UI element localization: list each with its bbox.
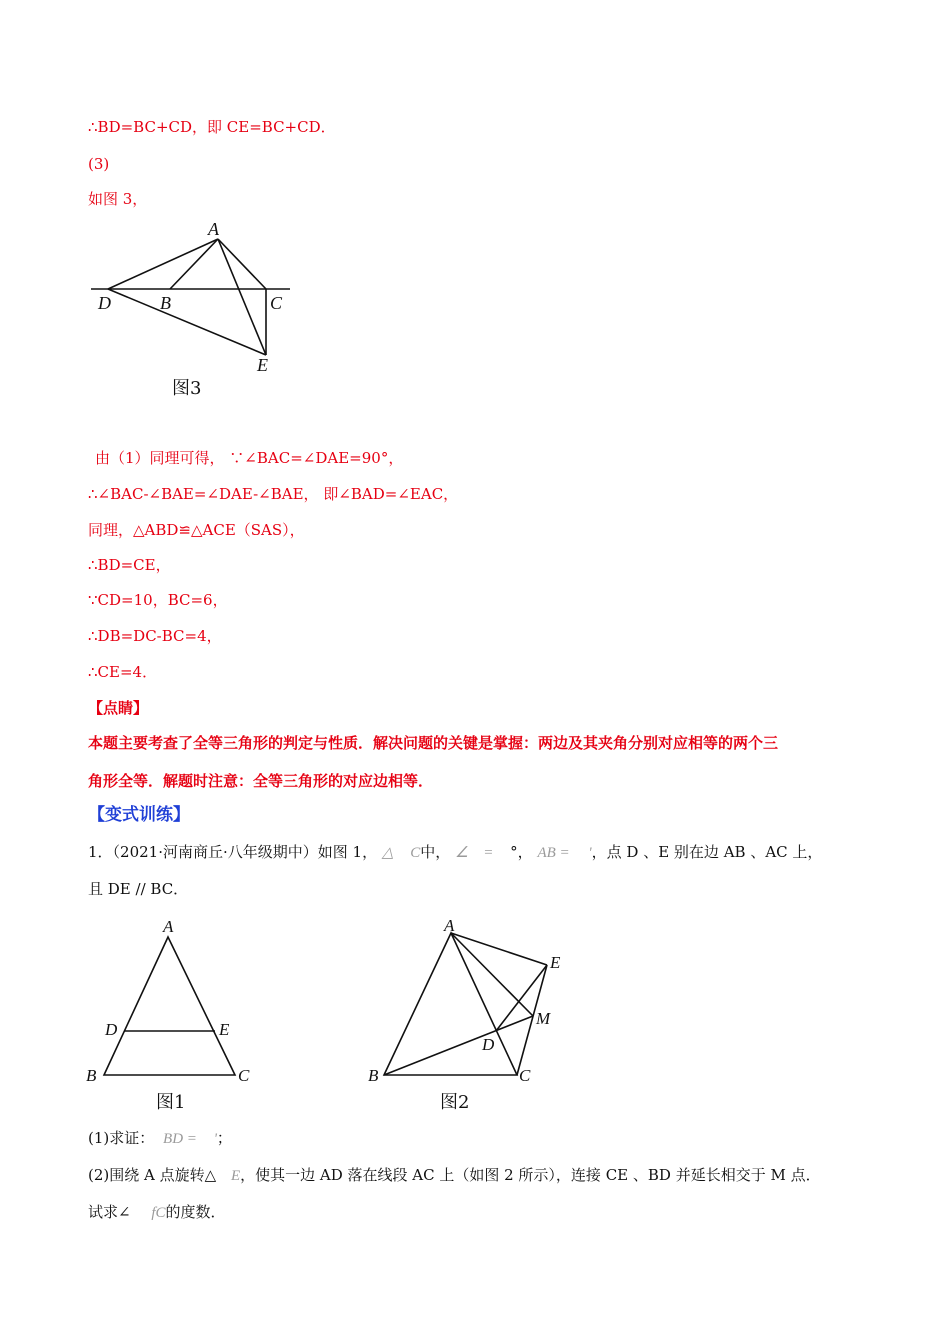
fig1-label-e: E (219, 1020, 230, 1039)
solution-line-b: ∴∠BAC-∠BAE=∠DAE-∠BAE， 即∠BAD=∠EAC， (88, 485, 459, 503)
commentary-text-1: 本题主要考查了全等三角形的判定与性质．解决问题的关键是掌握：两边及其夹角分别对应相等的两个三 (88, 734, 779, 752)
solution-line-d: ∴BD=CE， (88, 556, 171, 574)
fig2-label-b: B (368, 1066, 379, 1085)
fig2-triangle-abc (384, 933, 517, 1075)
practice-heading: 【变式训练】 (88, 805, 190, 825)
figure-2 (360, 910, 580, 1120)
sub3-part-a: 试求∠ (88, 1203, 131, 1221)
fig3-caption: 图3 (172, 378, 202, 399)
sub3-part-b: 的度数． (165, 1203, 226, 1221)
sub3-fc: fC (151, 1205, 166, 1221)
solution-line-1: ∴BD=BC+CD，即 CE=BC+CD． (88, 118, 336, 136)
q1-triangle-symbol: △ (381, 845, 394, 861)
sub1-end: ； (216, 1129, 232, 1147)
fig2-line-ae (451, 933, 547, 965)
fig1-label-c: C (238, 1066, 250, 1085)
fig3-label-a: A (208, 219, 219, 239)
fig3-line-ab (170, 239, 218, 289)
fig3-line-ac (218, 239, 266, 289)
fig3-label-c: C (270, 293, 283, 313)
q1-ab: AB = (537, 845, 570, 861)
sub2-e: E (230, 1168, 241, 1184)
q1-rest: ，点 D 、E 别在边 AB 、AC 上， (591, 843, 823, 861)
commentary-text-2: 角形全等．解题时注意：全等三角形的对应边相等． (88, 772, 434, 790)
q1-tick: ' (588, 845, 592, 861)
fig2-label-c: C (519, 1066, 531, 1085)
fig2-label-m: M (536, 1009, 551, 1028)
q1-equal-sign: = (483, 845, 494, 861)
fig1-label-a: A (163, 917, 174, 936)
commentary-heading: 【点睛】 (88, 699, 149, 717)
q1-c-symbol: C (410, 845, 421, 861)
fig2-label-a: A (444, 916, 455, 935)
question-1-line-1 (88, 842, 822, 863)
fig1-caption: 图1 (156, 1092, 186, 1113)
sub-question-2 (88, 1165, 821, 1186)
fig1-triangle-abc (104, 937, 235, 1075)
sub-question-2-line-2 (88, 1202, 226, 1223)
fig2-line-bm (384, 1016, 533, 1075)
q1-angle-symbol: ∠ (455, 845, 469, 861)
fig2-label-d: D (482, 1035, 495, 1054)
fig2-label-e: E (550, 953, 561, 972)
q1-prefix: 1．（2021·河南商丘·八年级期中）如图 1， (88, 843, 378, 861)
fig1-label-d: D (105, 1020, 118, 1039)
fig2-line-am (451, 933, 533, 1016)
solution-line-f: ∴DB=DC-BC=4， (88, 627, 222, 645)
fig3-label-d: D (98, 293, 111, 313)
sub-question-1 (88, 1128, 232, 1149)
solution-line-a: 由（1）同理可得， ∵∠BAC=∠DAE=90°， (95, 449, 404, 467)
solution-line-g: ∴CE=4． (88, 663, 158, 681)
q1-degree: °， (510, 843, 533, 861)
q1-mid: 中， (420, 843, 451, 861)
part-3-label: (3) (88, 155, 110, 173)
sub1-expression: BD = (163, 1131, 197, 1147)
sub2-part-b: ，使其一边 AD 落在线段 AC 上（如图 2 所示），连接 CE 、BD 并延长相交于 M 点． (240, 1166, 821, 1184)
solution-line-c: 同理，△ABD≌△ACE（SAS）， (88, 521, 305, 539)
figure-3 (88, 215, 303, 400)
sub2-part-a: (2)围绕 A 点旋转△ (88, 1166, 217, 1184)
fig3-label-e: E (257, 355, 268, 375)
fig1-label-b: B (86, 1066, 97, 1085)
figure-1 (80, 910, 260, 1120)
fig3-label-b: B (160, 293, 171, 313)
fig2-caption: 图2 (440, 1092, 470, 1113)
sub1-tick: ' (213, 1131, 217, 1147)
figure-3-intro: 如图 3， (88, 190, 148, 208)
sub1-label: (1)求证： (88, 1129, 155, 1147)
question-1-line-2: 且 DE // BC． (88, 880, 189, 898)
fig3-line-ad (108, 239, 218, 289)
solution-line-e: ∵CD=10，BC=6， (88, 591, 228, 609)
